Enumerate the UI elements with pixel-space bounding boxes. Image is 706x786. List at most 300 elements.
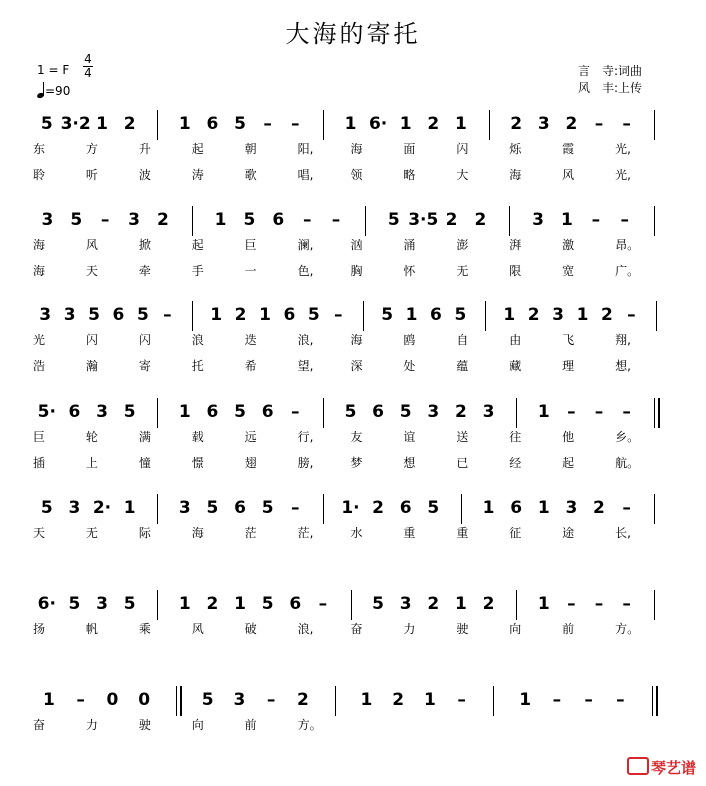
note: 2 xyxy=(474,210,487,230)
lyric: 重 xyxy=(456,526,469,540)
note: 5 xyxy=(387,210,400,230)
note: 3 xyxy=(178,498,191,518)
note: 2· xyxy=(92,498,112,518)
note: 2 xyxy=(510,114,523,134)
note: 5 xyxy=(234,402,246,422)
note: 6 xyxy=(399,498,412,518)
note: – xyxy=(591,210,601,230)
lyric: 广。 xyxy=(615,264,640,278)
lyric: 满 xyxy=(138,430,151,444)
note: – xyxy=(263,114,272,134)
note: 5· xyxy=(37,402,56,422)
lyric: 翔, xyxy=(615,333,631,347)
note: 3 xyxy=(427,402,440,422)
note: 6 xyxy=(234,498,246,518)
lyric: 怀 xyxy=(403,264,416,278)
lyric: 茫, xyxy=(297,526,314,540)
note: 1 xyxy=(96,114,108,134)
note: 6 xyxy=(289,594,302,614)
note: 5 xyxy=(40,114,53,134)
note: 1 xyxy=(537,402,550,422)
note: 5 xyxy=(372,594,385,614)
note: 5 xyxy=(261,498,274,518)
note: 6 xyxy=(283,305,296,325)
note: 5 xyxy=(123,594,136,614)
note: 6 xyxy=(430,305,442,325)
note: 2 xyxy=(427,594,440,614)
note: 1 xyxy=(399,114,412,134)
lyric: 掀 xyxy=(138,238,151,252)
note: – xyxy=(622,594,631,614)
note: 2 xyxy=(427,114,440,134)
key-signature: 1 = F xyxy=(37,63,70,77)
note: – xyxy=(567,594,576,614)
lyric: 浩 xyxy=(33,359,46,373)
lyric: 波 xyxy=(138,168,151,182)
note: 1 xyxy=(178,114,191,134)
lyric: 起 xyxy=(191,142,204,156)
bar-line xyxy=(516,590,517,620)
lyric: 面 xyxy=(403,142,416,156)
lyric: 手 xyxy=(191,264,204,278)
lyric: 载 xyxy=(191,430,204,444)
note: 2 xyxy=(601,305,613,325)
note: – xyxy=(266,690,276,710)
note: 3 xyxy=(537,114,550,134)
lyric: 乡。 xyxy=(615,430,640,444)
lyric: 巨 xyxy=(244,238,257,252)
note: – xyxy=(622,498,631,518)
lyric: 升 xyxy=(138,142,151,156)
lyric: 昂。 xyxy=(615,238,640,252)
note: 3 xyxy=(39,305,52,325)
note: 6· xyxy=(368,114,388,134)
note: 3 xyxy=(96,402,108,422)
note: 3 xyxy=(482,402,495,422)
lyric: 色, xyxy=(297,264,314,278)
note: – xyxy=(331,210,341,230)
lyric: 汹 xyxy=(350,238,363,252)
note: 6 xyxy=(272,210,285,230)
lyric: 聆 xyxy=(33,168,46,182)
note: 1 xyxy=(482,498,495,518)
lyric: 唱, xyxy=(297,168,314,182)
lyric: 胸 xyxy=(350,264,363,278)
lyric: 方。 xyxy=(297,718,322,732)
note: 2 xyxy=(445,210,458,230)
bar-line xyxy=(654,398,655,428)
lyric: 澎 xyxy=(456,238,469,252)
lyric: 湃 xyxy=(509,238,522,252)
lyric: 藏 xyxy=(509,359,522,373)
note: 1 xyxy=(210,305,223,325)
lyric: 光, xyxy=(615,142,631,156)
lyric: 帆 xyxy=(85,622,98,636)
note: – xyxy=(76,690,85,710)
lyric: 海 xyxy=(350,333,363,347)
note: 5 xyxy=(136,305,149,325)
note: 2 xyxy=(372,498,385,518)
note: 2 xyxy=(206,594,219,614)
bar-line xyxy=(157,398,158,428)
note: – xyxy=(457,690,466,710)
note: 5 xyxy=(68,594,81,614)
lyric: 经 xyxy=(509,456,522,470)
lyric: 寄 xyxy=(138,359,151,373)
lyric: 激 xyxy=(562,238,575,252)
lyric: 歌 xyxy=(244,168,257,182)
lyric: 深 xyxy=(350,359,363,373)
lyric: 轮 xyxy=(85,430,98,444)
note: 1 xyxy=(214,210,227,230)
lyric: 浪 xyxy=(191,333,204,347)
lyric: 光 xyxy=(33,333,46,347)
note: – xyxy=(318,594,328,614)
note: 2 xyxy=(296,690,309,710)
bar-line xyxy=(516,398,517,428)
lyric: 霞 xyxy=(562,142,575,156)
note: 1 xyxy=(178,402,191,422)
bar-line xyxy=(654,110,655,140)
note: 5 xyxy=(344,402,357,422)
note: 5 xyxy=(206,498,219,518)
note: 3 xyxy=(399,594,412,614)
note: 5 xyxy=(427,498,440,518)
lyric: 迭 xyxy=(244,333,257,347)
note: 2 xyxy=(392,690,405,710)
bar-line xyxy=(485,301,486,331)
lyric: 海 xyxy=(191,526,204,540)
lyric: 蕴 xyxy=(456,359,469,373)
note: – xyxy=(163,305,172,325)
bar-line xyxy=(654,590,655,620)
bar-line xyxy=(323,494,324,524)
note: – xyxy=(616,690,625,710)
lyric: 起 xyxy=(191,238,204,252)
lyric: 际 xyxy=(138,526,151,540)
lyric: 友 xyxy=(350,430,363,444)
lyric: 力 xyxy=(403,622,416,636)
bar-line xyxy=(489,110,490,140)
note: 6 xyxy=(510,498,523,518)
lyric: 海 xyxy=(350,142,363,156)
lyric: 无 xyxy=(456,264,469,278)
lyric: 宽 xyxy=(562,264,575,278)
note: 3 xyxy=(68,498,81,518)
lyric: 限 xyxy=(509,264,522,278)
lyric: 海 xyxy=(33,238,46,252)
lyric: 驶 xyxy=(456,622,469,636)
note: 2 xyxy=(156,210,169,230)
bar-line xyxy=(157,110,158,140)
note: 5 xyxy=(201,690,214,710)
bar-line xyxy=(656,301,657,331)
site-logo xyxy=(627,757,696,778)
note: 1 xyxy=(405,305,418,325)
lyric: 涌 xyxy=(403,238,416,252)
lyric: 水 xyxy=(350,526,363,540)
lyric: 自 xyxy=(456,333,469,347)
note: 3 xyxy=(41,210,54,230)
note: 1 xyxy=(455,594,467,614)
note: – xyxy=(622,402,631,422)
lyric: 浪, xyxy=(297,333,314,347)
lyric: 上 xyxy=(85,456,98,470)
lyric: 一 xyxy=(244,264,257,278)
lyric: 谊 xyxy=(403,430,416,444)
lyric: 方 xyxy=(85,142,98,156)
note: 3 xyxy=(532,210,545,230)
time-bottom: 4 xyxy=(84,66,92,80)
time-signature xyxy=(83,53,93,80)
note: 2 xyxy=(123,114,136,134)
lyric: 海 xyxy=(509,168,522,182)
lyric: 前 xyxy=(562,622,575,636)
note: 3 xyxy=(128,210,140,230)
note: – xyxy=(567,402,576,422)
lyric: 浪, xyxy=(297,622,314,636)
lyric: 征 xyxy=(509,526,522,540)
lyric: 听 xyxy=(85,168,98,182)
note: 0 xyxy=(106,690,119,710)
lyric: 光, xyxy=(615,168,631,182)
note: 6 xyxy=(206,114,219,134)
time-top: 4 xyxy=(84,52,92,66)
lyric: 破 xyxy=(244,622,257,636)
note: – xyxy=(627,305,636,325)
lyric: 扬 xyxy=(33,622,46,636)
lyric: 插 xyxy=(33,456,46,470)
lyric: 往 xyxy=(509,430,522,444)
lyric: 烁 xyxy=(509,142,522,156)
bar-line xyxy=(654,206,655,236)
note: 5 xyxy=(381,305,394,325)
note: 6 xyxy=(372,402,385,422)
credit-composer: 言 寺:词曲 xyxy=(578,64,643,78)
note: 1 xyxy=(561,210,573,230)
note: 2 xyxy=(593,498,605,518)
lyric: 膀, xyxy=(297,456,314,470)
bar-line xyxy=(157,590,158,620)
note: 0 xyxy=(138,690,151,710)
lyric: 托 xyxy=(191,359,204,373)
note: 5 xyxy=(454,305,467,325)
note: 1 xyxy=(178,594,191,614)
note: 3·2 xyxy=(60,114,91,134)
lyric: 牵 xyxy=(138,264,151,278)
bar-line xyxy=(363,301,364,331)
note: – xyxy=(291,114,300,134)
lyric: 飞 xyxy=(562,333,575,347)
lyric: 送 xyxy=(456,430,469,444)
note: 1 xyxy=(234,594,246,614)
lyric: 梦 xyxy=(350,456,363,470)
lyric: 大 xyxy=(456,168,469,182)
note: 6 xyxy=(206,402,219,422)
note: 2 xyxy=(455,402,467,422)
note: 1 xyxy=(455,114,467,134)
note: 3 xyxy=(96,594,108,614)
note: 1 xyxy=(259,305,271,325)
lyric: 希 xyxy=(244,359,257,373)
lyric: 已 xyxy=(456,456,469,470)
note: 5 xyxy=(261,594,274,614)
lyric: 阳, xyxy=(297,142,314,156)
lyric: 领 xyxy=(350,168,363,182)
lyric: 起 xyxy=(562,456,575,470)
bar-line xyxy=(157,494,158,524)
credit-uploader: 风 丰:上传 xyxy=(578,81,643,95)
bar-line xyxy=(461,494,462,524)
bar-line xyxy=(365,206,366,236)
note: 5 xyxy=(123,402,136,422)
note: – xyxy=(552,690,562,710)
note: – xyxy=(620,210,629,230)
note: 5 xyxy=(88,305,100,325)
lyric: 略 xyxy=(403,168,416,182)
lyric: 行, xyxy=(297,430,314,444)
note: – xyxy=(291,402,300,422)
note: 5 xyxy=(70,210,83,230)
lyric: 鸥 xyxy=(403,333,416,347)
note: 2 xyxy=(234,305,247,325)
note: 1 xyxy=(576,305,589,325)
bar-line xyxy=(192,301,193,331)
lyric: 由 xyxy=(509,333,522,347)
lyric: 乘 xyxy=(138,622,151,636)
note: 5 xyxy=(243,210,256,230)
note: 1 xyxy=(503,305,516,325)
lyric: 重 xyxy=(403,526,416,540)
note: 1 xyxy=(344,114,357,134)
lyric: 理 xyxy=(562,359,575,373)
note: 1 xyxy=(519,690,532,710)
lyric: 前 xyxy=(244,718,257,732)
note: 2 xyxy=(482,594,495,614)
note: – xyxy=(291,498,300,518)
note: 1 xyxy=(537,498,550,518)
note: 2 xyxy=(565,114,578,134)
note: 1 xyxy=(537,594,550,614)
note: – xyxy=(594,114,604,134)
lyric: 朝 xyxy=(244,142,257,156)
lyric: 处 xyxy=(403,359,416,373)
lyric: 奋 xyxy=(33,718,46,732)
lyric: 天 xyxy=(33,526,46,540)
tempo xyxy=(37,82,70,98)
lyric: 天 xyxy=(85,264,98,278)
lyric: 方。 xyxy=(615,622,640,636)
lyric: 风 xyxy=(191,622,204,636)
note: – xyxy=(302,210,312,230)
lyric: 长, xyxy=(615,526,631,540)
song-title: 大海的寄托 xyxy=(285,20,421,48)
bar-line xyxy=(335,686,336,716)
lyric: 海 xyxy=(33,264,46,278)
bar-line xyxy=(351,590,352,620)
bar-line xyxy=(493,686,494,716)
bar-line xyxy=(654,494,655,524)
note: 1 xyxy=(360,690,373,710)
note: 3 xyxy=(63,305,76,325)
note: 3 xyxy=(565,498,578,518)
lyric: 途 xyxy=(562,526,575,540)
note: 3 xyxy=(552,305,564,325)
lyric: 憧 xyxy=(138,456,151,470)
lyric: 奋 xyxy=(350,622,363,636)
lyric: 闪 xyxy=(138,333,151,347)
note: – xyxy=(594,594,604,614)
note: – xyxy=(622,114,631,134)
lyric: 闪 xyxy=(456,142,469,156)
bar-line xyxy=(652,686,653,716)
lyric: 想 xyxy=(403,456,416,470)
note: – xyxy=(594,402,604,422)
logo-text: 琴艺谱 xyxy=(650,759,696,777)
note: 6 xyxy=(112,305,125,325)
note: 5 xyxy=(399,402,412,422)
lyric: 望, xyxy=(297,359,314,373)
note: 5 xyxy=(40,498,53,518)
note: 5 xyxy=(307,305,320,325)
bar-line xyxy=(509,206,510,236)
lyric: 向 xyxy=(191,718,204,732)
note: 6 xyxy=(68,402,81,422)
note: 3·5 xyxy=(408,210,439,230)
lyric: 他 xyxy=(562,430,575,444)
quarter-note-icon xyxy=(37,82,45,98)
lyric: 瀚 xyxy=(85,359,98,373)
note: – xyxy=(334,305,343,325)
note: 1 xyxy=(423,690,436,710)
logo-icon xyxy=(627,757,649,775)
lyric: 翅 xyxy=(244,456,257,470)
bar-line xyxy=(323,110,324,140)
note: 2 xyxy=(527,305,540,325)
bar-line xyxy=(192,206,193,236)
lyric: 远 xyxy=(244,430,257,444)
note: 1 xyxy=(123,498,136,518)
lyric: 向 xyxy=(509,622,522,636)
note: – xyxy=(584,690,593,710)
note: 3 xyxy=(233,690,246,710)
lyric: 东 xyxy=(33,142,46,156)
double-bar-line xyxy=(658,398,660,428)
note: 1· xyxy=(341,498,360,518)
note: 6· xyxy=(37,594,56,614)
lyric: 想, xyxy=(615,359,631,373)
lyric: 憬 xyxy=(191,456,204,470)
note: – xyxy=(100,210,110,230)
note: 1 xyxy=(42,690,55,710)
note: 6 xyxy=(261,402,274,422)
lyric: 澜, xyxy=(297,238,314,252)
bar-line xyxy=(176,686,177,716)
tempo-label: =90 xyxy=(45,84,71,98)
lyric: 风 xyxy=(85,238,98,252)
lyric: 闪 xyxy=(85,333,98,347)
lyric: 驶 xyxy=(138,718,151,732)
lyric: 巨 xyxy=(33,430,46,444)
double-bar-line xyxy=(656,686,658,716)
note: 5 xyxy=(234,114,246,134)
lyric: 涛 xyxy=(191,168,204,182)
lyric: 力 xyxy=(85,718,98,732)
lyric: 茫 xyxy=(244,526,257,540)
double-bar-line xyxy=(180,686,182,716)
lyric: 航。 xyxy=(615,456,640,470)
lyric: 无 xyxy=(85,526,98,540)
